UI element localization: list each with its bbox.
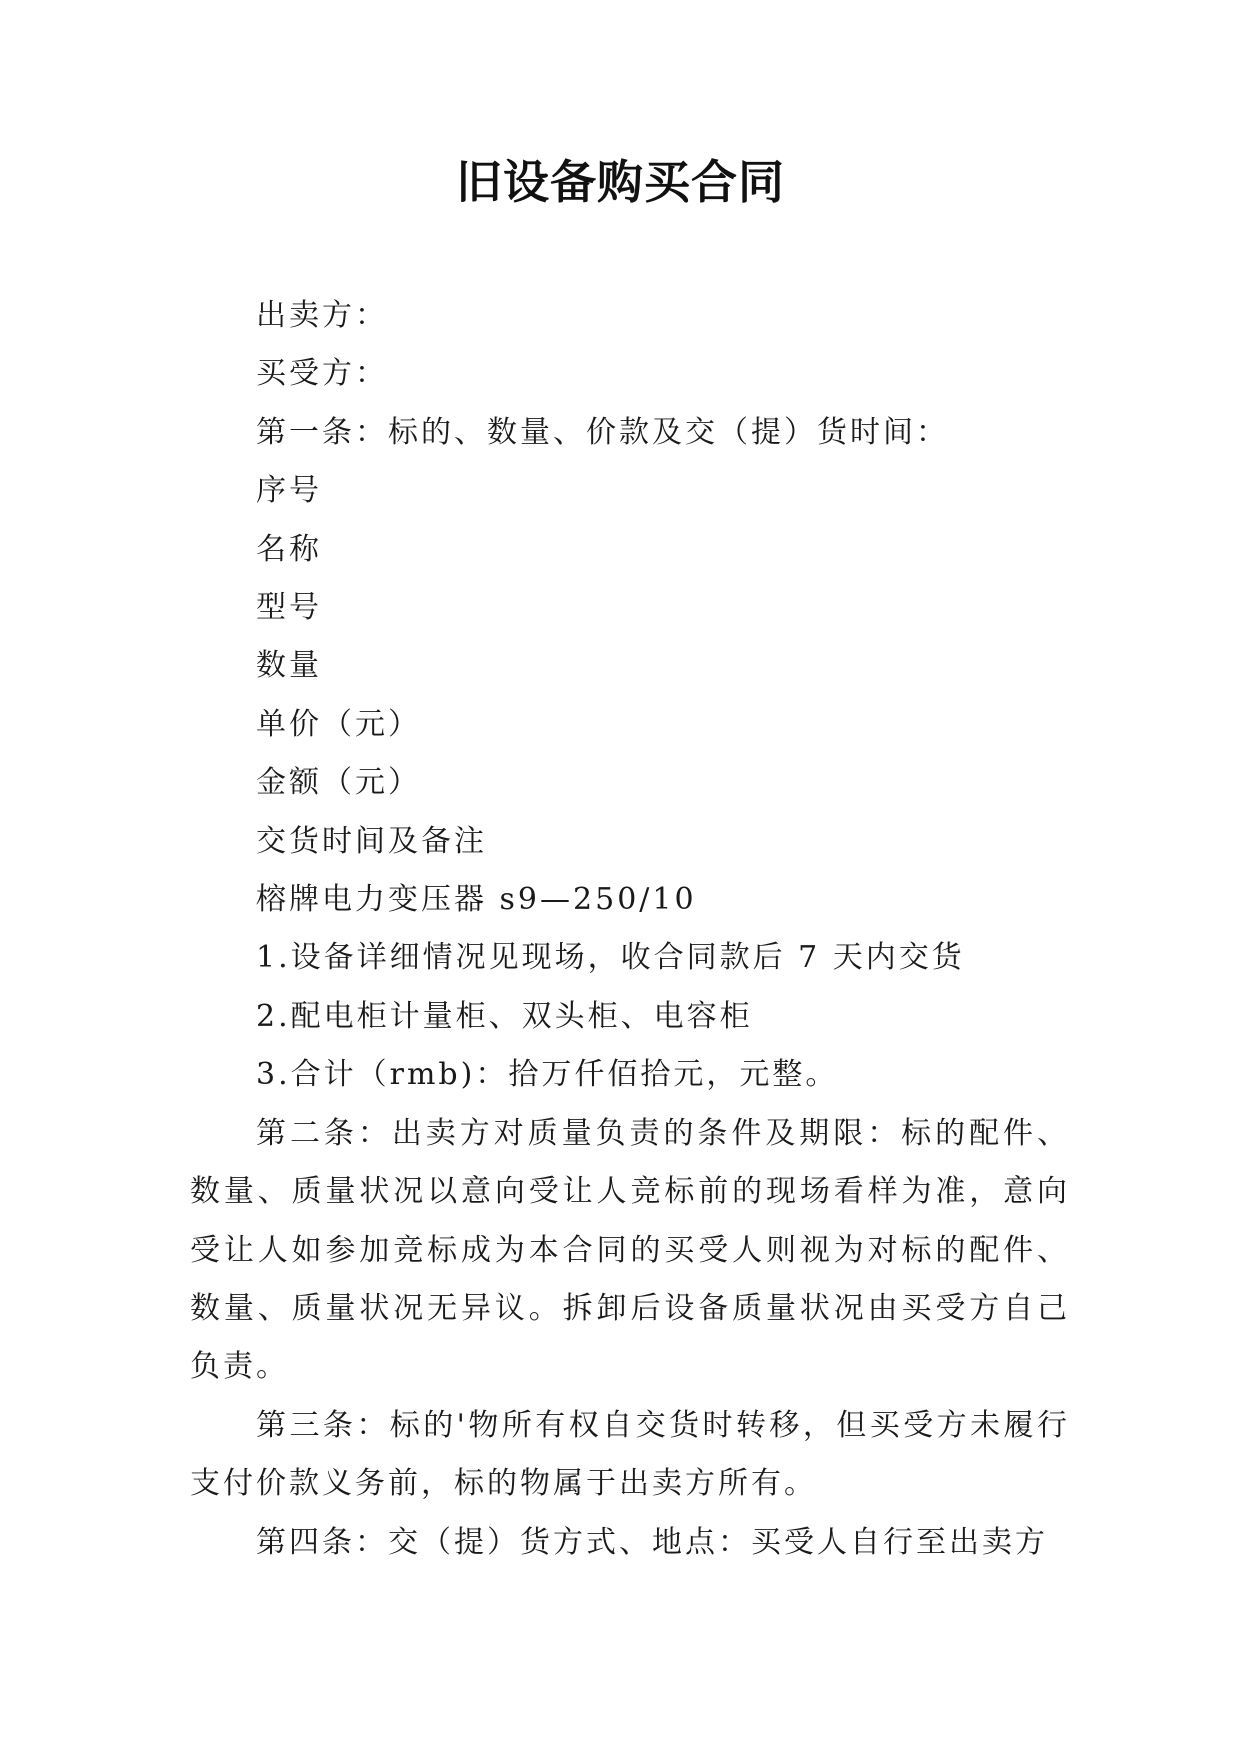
item-total: 3.合计（rmb)：拾万仟佰拾元，元整。: [256, 1057, 839, 1093]
item-note-2: 2.配电柜计量柜、双头柜、电容柜: [256, 998, 753, 1034]
item-transformer: 榕牌电力变压器 s9—250/10: [256, 882, 697, 918]
article-4-paragraph: 第四条：交（提）货方式、地点：买受人自行至出卖方: [256, 1524, 1048, 1560]
field-name: 名称: [256, 531, 322, 567]
field-quantity: 数量: [256, 648, 322, 684]
buyer-line: 买受方：: [256, 356, 388, 392]
field-model: 型号: [256, 590, 322, 626]
item-note-1: 1.设备详细情况见现场，收合同款后 7 天内交货: [256, 940, 965, 976]
article-2-paragraph: 第二条：出卖方对质量负责的条件及期限：标的配件、数量、质量状况以意向受让人竞标前的现场看样为准，意向受让人如参加竞标成为本合同的买受人则视为对标的配件、数量、质量状况无异议。拆卸后设备质量状况由买受方自己负责。: [190, 1115, 1070, 1385]
seller-line: 出卖方：: [256, 298, 388, 333]
field-amount: 金额（元）: [256, 765, 421, 801]
field-serial-number: 序号: [256, 473, 322, 509]
article-3-paragraph: 第三条：标的'物所有权自交货时转移，但买受方未履行支付价款义务前，标的物属于出卖方所有。: [190, 1407, 1070, 1502]
field-unit-price: 单价（元）: [256, 706, 421, 742]
document-title: 旧设备购买合同: [456, 155, 785, 209]
article-1-heading: 第一条：标的、数量、价款及交（提）货时间：: [256, 414, 949, 450]
field-delivery-notes: 交货时间及备注: [256, 823, 487, 859]
document-body: [190, 287, 1070, 1572]
